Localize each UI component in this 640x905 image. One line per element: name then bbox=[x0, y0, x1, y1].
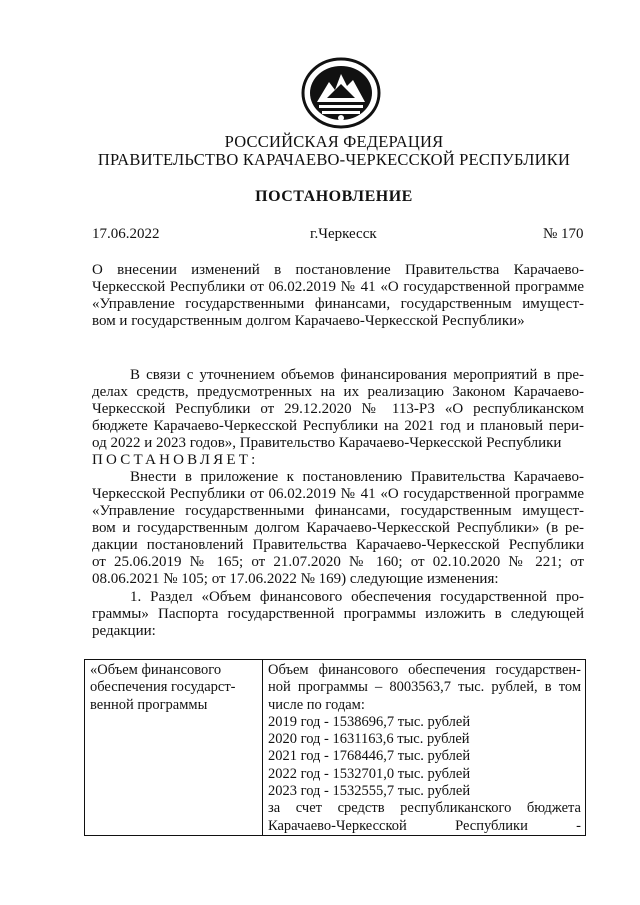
value-line: ной программы – 8003563,7 тыс. рублей, в том bbox=[268, 679, 581, 696]
document-number: № 170 bbox=[543, 226, 584, 242]
body-line: Внести в приложение к постановлению Правительства Карачаево- bbox=[130, 469, 584, 485]
item1-line: 1. Раздел «Объем финансового обеспечения государственной про- bbox=[130, 589, 584, 605]
value-line: за счет средств республиканского бюджета bbox=[268, 800, 581, 817]
label-line: «Объем финансового bbox=[90, 662, 222, 678]
preamble-line: од 2022 и 2023 годов», Правительство Карачаево-Черкесской Республики bbox=[92, 435, 562, 451]
coat-of-arms-emblem bbox=[299, 56, 383, 130]
value-line: Объем финансового обеспечения государствен- bbox=[268, 662, 581, 678]
label-line: обеспечения государст- bbox=[90, 679, 236, 696]
document-city: г.Черкесск bbox=[310, 226, 377, 242]
value-line: Карачаево-Черкесской Республики - bbox=[268, 817, 581, 834]
subject-line: вом и государственным долгом Карачаево-Черкесской Республики» bbox=[92, 313, 525, 329]
body-line: дакции постановлений Правительства Карачаево-Черкесской Республики bbox=[92, 537, 584, 553]
document-title: ПОСТАНОВЛЕНИЕ bbox=[255, 188, 413, 205]
decree-word: ПОСТАНОВЛЯЕТ: bbox=[92, 452, 259, 468]
subject-line: Черкесской Республики от 06.02.2019 № 41 «О государственной программе bbox=[92, 279, 584, 295]
preamble-line: делах средств, предусмотренных на их реализацию Законом Карачаево- bbox=[92, 384, 584, 400]
body-line: Черкесской Республики от 06.02.2019 № 41 «О государственной программе bbox=[92, 486, 584, 502]
year-2022-amount: 2022 год - 1532701,0 тыс. рублей bbox=[268, 765, 471, 782]
body-line: вом и государственным долгом Карачаево-Черкесской Республики» (в ре- bbox=[92, 520, 584, 536]
year-2020-amount: 2020 год - 1631163,6 тыс. рублей bbox=[268, 731, 470, 748]
preamble-line: В связи с уточнением объемов финансирования мероприятий в пре- bbox=[130, 367, 584, 383]
value-line: числе по годам: bbox=[268, 696, 365, 713]
year-2019-amount: 2019 год - 1538696,7 тыс. рублей bbox=[268, 713, 471, 730]
table-row bbox=[85, 660, 586, 836]
preamble-line: бюджете Карачаево-Черкесской Республики на 2021 год и плановый пери- bbox=[92, 418, 584, 434]
preamble-line: Черкесской Республики от 29.12.2020 № 113-РЗ «О республиканском bbox=[92, 401, 584, 417]
item1-line: граммы» Паспорта государственной программы изложить в следующей bbox=[92, 606, 584, 622]
subject-line: О внесении изменений в постановление Правительства Карачаево- bbox=[92, 262, 584, 278]
year-2021-amount: 2021 год - 1768446,7 тыс. рублей bbox=[268, 748, 471, 765]
label-line: венной программы bbox=[90, 696, 208, 713]
body-line: от 25.06.2019 № 165; от 21.07.2020 № 160; от 02.10.2020 № 221; от bbox=[92, 554, 584, 570]
header-government: ПРАВИТЕЛЬСТВО КАРАЧАЕВО-ЧЕРКЕССКОЙ РЕСПУБЛИКИ bbox=[97, 150, 571, 169]
table-cell-label bbox=[85, 660, 263, 836]
table-cell-value bbox=[263, 660, 586, 836]
body-line: 08.06.2021 № 105; от 17.06.2022 № 169) следующие изменения: bbox=[92, 571, 499, 587]
item1-line: редакции: bbox=[92, 623, 156, 639]
financing-table bbox=[84, 659, 586, 836]
year-2023-amount: 2023 год - 1532555,7 тыс. рублей bbox=[268, 783, 471, 800]
header-country: РОССИЙСКАЯ ФЕДЕРАЦИЯ bbox=[224, 132, 444, 151]
subject-line: «Управление государственными финансами, государственным имущест- bbox=[92, 296, 584, 312]
document-date: 17.06.2022 bbox=[92, 226, 160, 242]
body-line: «Управление государственными финансами, государственным имущест- bbox=[92, 503, 584, 519]
